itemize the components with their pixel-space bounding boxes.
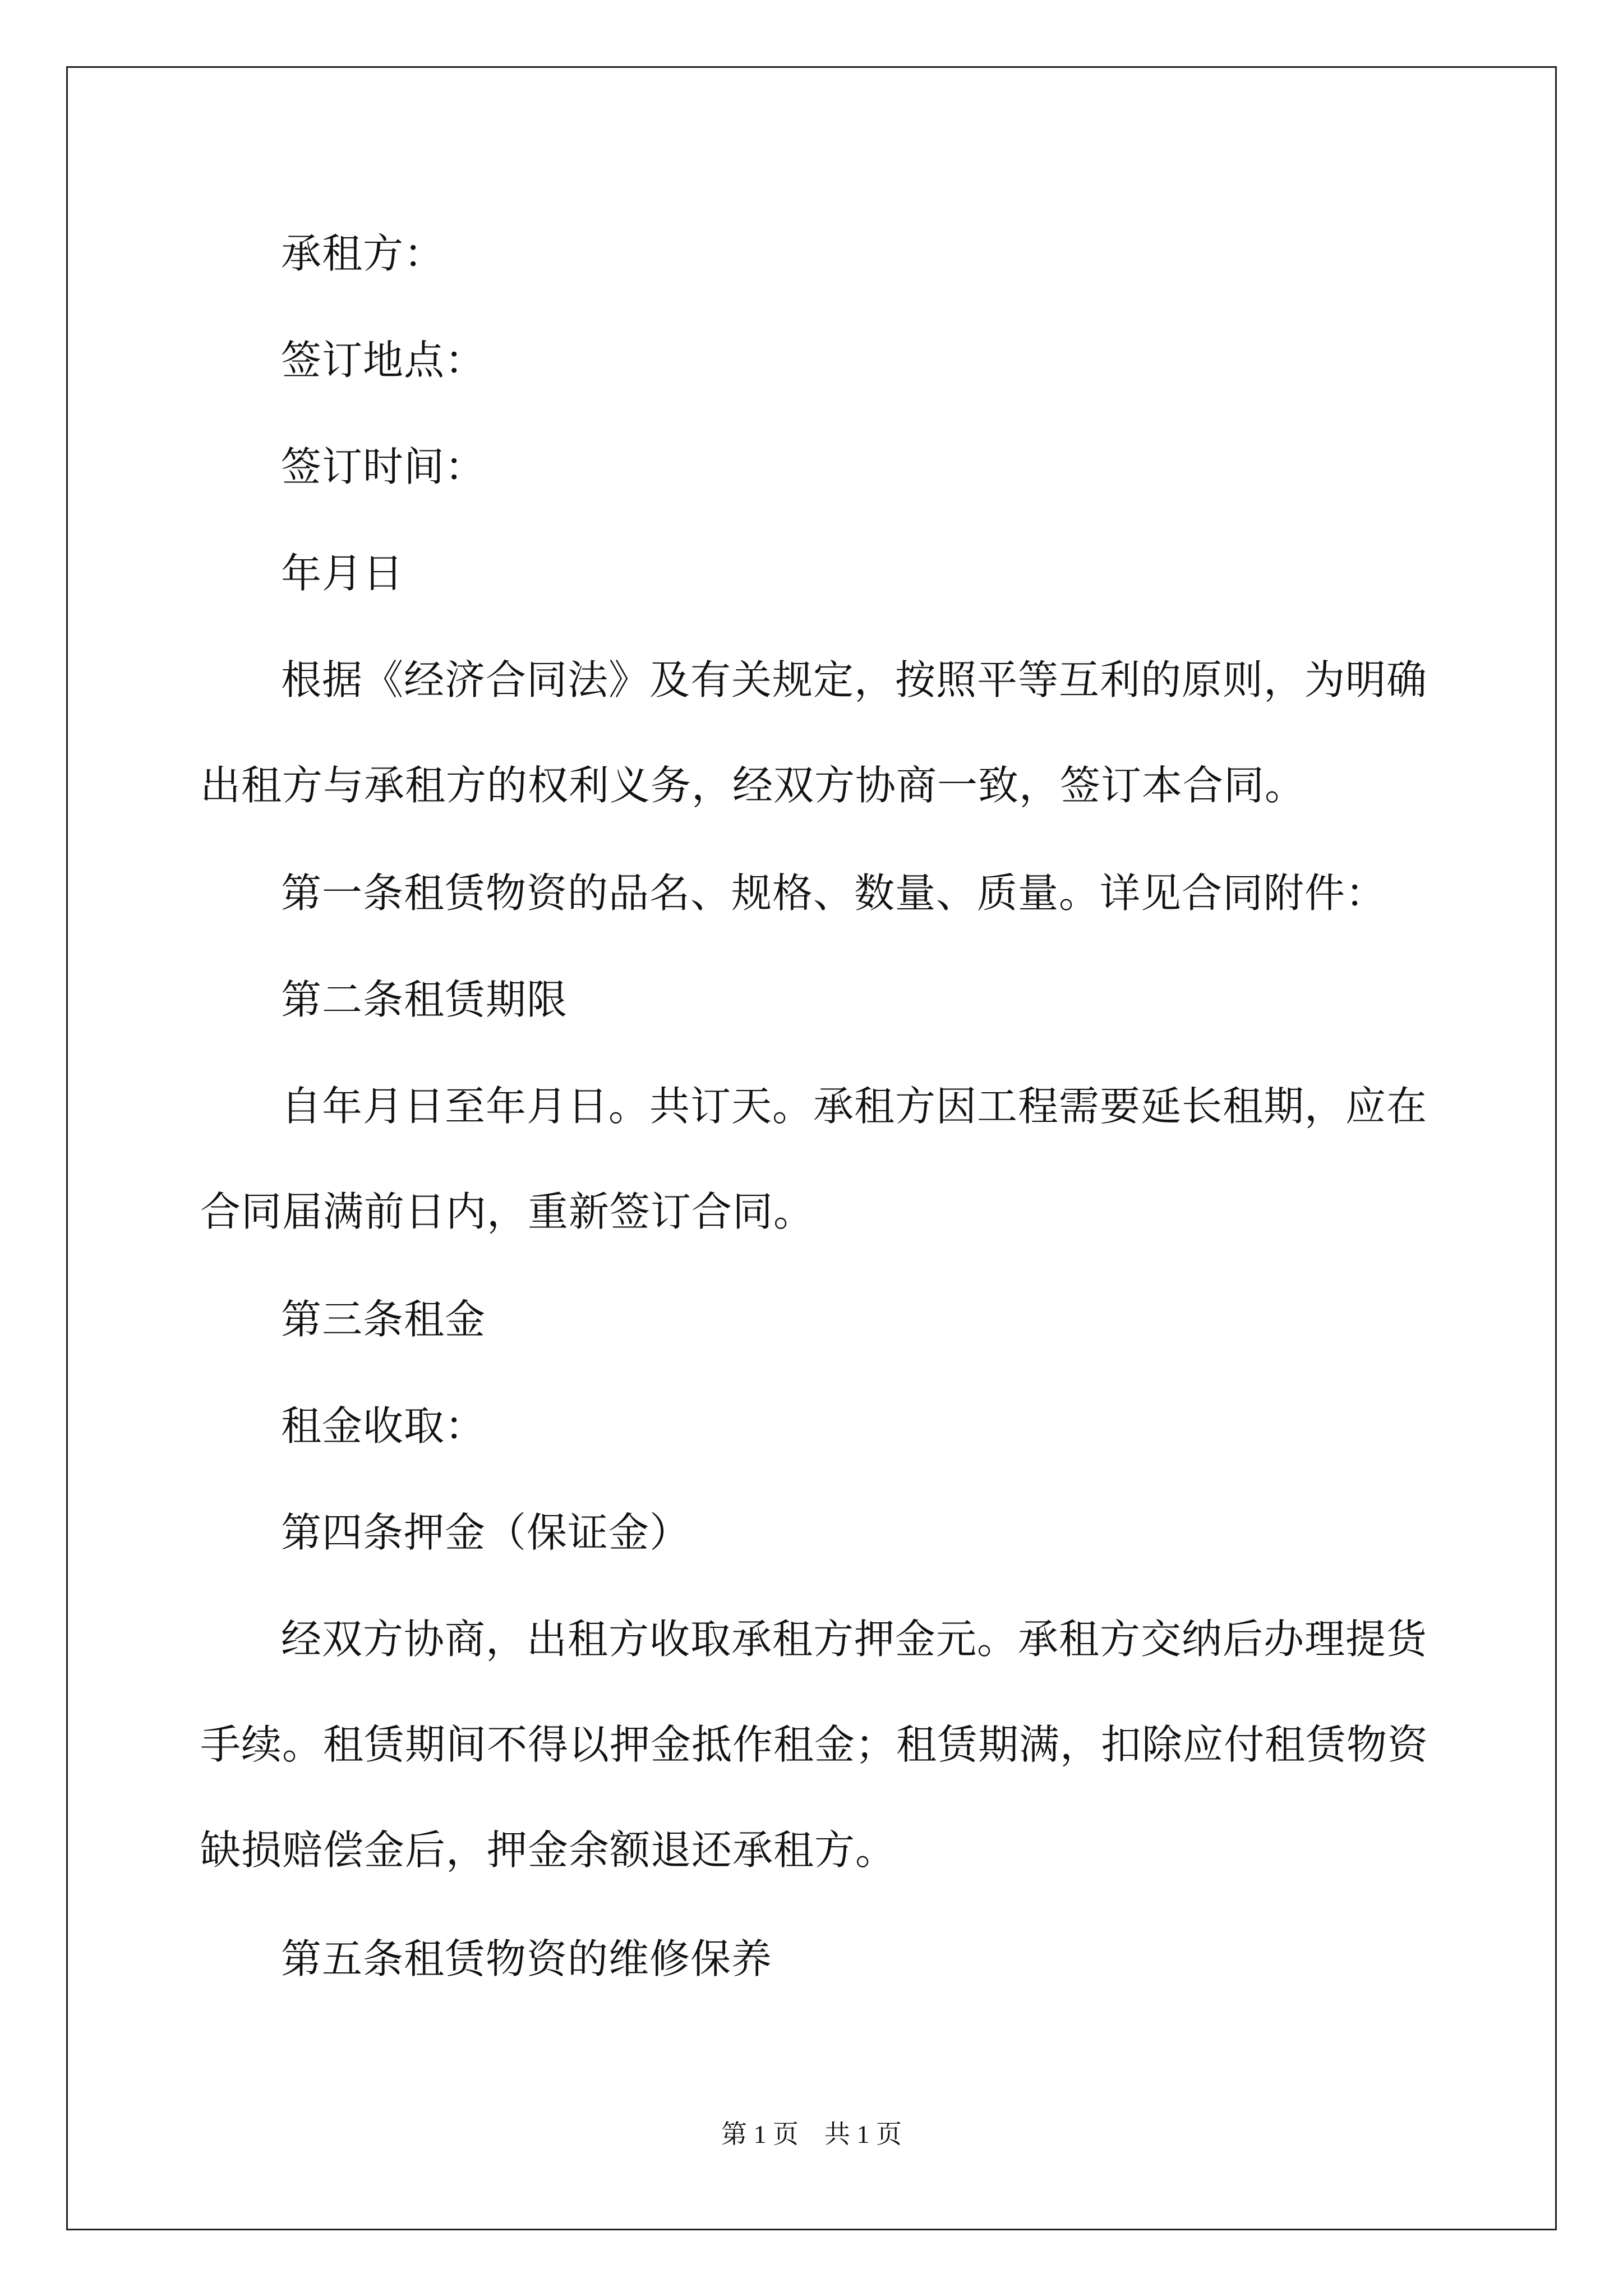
paragraph-article-2-title: 第二条租赁期限 xyxy=(281,976,568,1023)
paragraph-preamble: 根据《经济合同法》及有关规定，按照平等互利的原则，为明确出租方与承租方的权利义务，经双方协商一致，签订本合同。 xyxy=(200,656,1428,809)
paragraph-article-2-body: 自年月日至年月日。共订天。承租方因工程需要延长租期，应在合同届满前日内，重新签订合同。 xyxy=(200,1083,1428,1235)
paragraph-article-3-body: 租金收取： xyxy=(281,1402,486,1450)
paragraph-article-4-body: 经双方协商，出租方收取承租方押金元。承租方交纳后办理提货手续。租赁期间不得以押金抵作租金；租赁期满，扣除应付租赁物资缺损赔偿金后，押金余额退还承租方。 xyxy=(200,1616,1429,1874)
paragraph-signing-place: 签订地点： xyxy=(281,337,486,384)
paragraph-article-4-title: 第四条押金（保证金） xyxy=(281,1509,691,1556)
page-number: 第 1 页 共 1 页 xyxy=(721,2120,902,2148)
paragraph-article-1: 第一条租赁物资的品名、规格、数量、质量。详见合同附件： xyxy=(281,869,1387,917)
paragraph-article-5-title: 第五条租赁物资的维修保养 xyxy=(281,1935,773,1982)
paragraph-article-3-title: 第三条租金 xyxy=(281,1296,486,1343)
paragraph-signing-time: 签订时间： xyxy=(281,443,486,490)
paragraph-lessee: 承租方： xyxy=(281,230,445,277)
paragraph-date: 年月日 xyxy=(281,550,404,597)
